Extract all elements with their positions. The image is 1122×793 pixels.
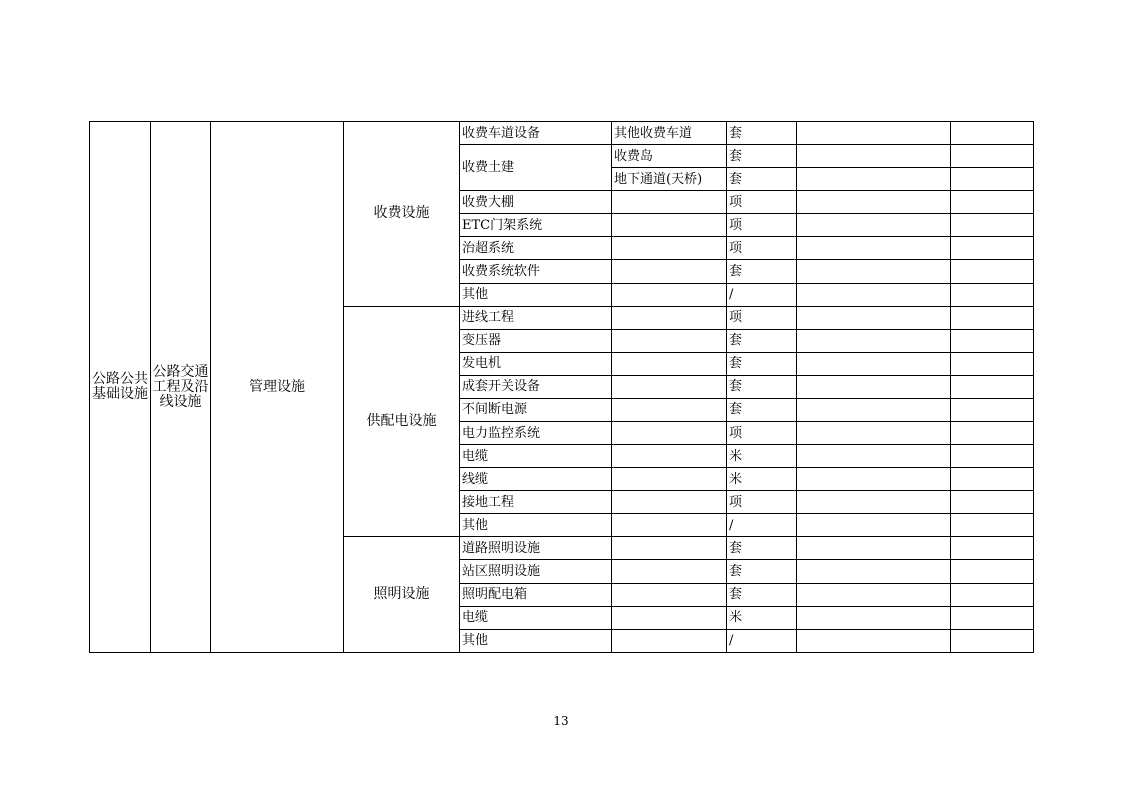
unit-cell: 项	[727, 191, 797, 214]
item-cell: 变压器	[460, 329, 612, 352]
unit-cell: 项	[727, 422, 797, 445]
unit-cell: 米	[727, 606, 797, 629]
item-cell: 收费大棚	[460, 191, 612, 214]
unit-cell: 项	[727, 491, 797, 514]
level2-line: 线设施	[159, 393, 202, 410]
blank-cell	[797, 514, 951, 537]
level1-line: 公路公共	[92, 371, 148, 387]
item-cell: 电力监控系统	[460, 422, 612, 445]
unit-cell: 套	[727, 560, 797, 583]
item-cell: 电缆	[460, 445, 612, 468]
blank-cell	[797, 306, 951, 329]
item-cell: 进线工程	[460, 306, 612, 329]
level3-cell: 管理设施	[211, 122, 344, 653]
sub-item-cell	[612, 214, 727, 237]
sub-item-cell	[612, 237, 727, 260]
item-cell: 照明配电箱	[460, 583, 612, 606]
blank-cell	[797, 329, 951, 352]
sub-item-cell	[612, 445, 727, 468]
sub-item-cell	[612, 629, 727, 652]
blank-cell	[951, 214, 1034, 237]
item-cell: 站区照明设施	[460, 560, 612, 583]
blank-cell	[797, 606, 951, 629]
item-cell: 治超系统	[460, 237, 612, 260]
unit-cell: 套	[727, 260, 797, 283]
blank-cell	[797, 168, 951, 191]
sub-item-cell: 其他收费车道	[612, 122, 727, 145]
item-cell: 收费土建	[460, 145, 612, 191]
blank-cell	[951, 237, 1034, 260]
blank-cell	[951, 537, 1034, 560]
sub-item-cell	[612, 491, 727, 514]
sub-item-cell	[612, 560, 727, 583]
unit-cell: 米	[727, 468, 797, 491]
sub-item-cell	[612, 422, 727, 445]
unit-cell: /	[727, 283, 797, 306]
blank-cell	[951, 329, 1034, 352]
item-cell: ETC门架系统	[460, 214, 612, 237]
blank-cell	[951, 283, 1034, 306]
sub-item-cell	[612, 352, 727, 375]
blank-cell	[797, 560, 951, 583]
table-row	[90, 122, 1034, 145]
blank-cell	[797, 260, 951, 283]
group-name-toll: 收费设施	[344, 122, 460, 307]
level2-cell	[151, 122, 211, 653]
sub-item-cell	[612, 375, 727, 398]
blank-cell	[951, 122, 1034, 145]
sub-item-cell	[612, 537, 727, 560]
level2-line: 公路交通	[152, 363, 209, 380]
item-cell: 接地工程	[460, 491, 612, 514]
blank-cell	[797, 629, 951, 652]
sub-item-cell	[612, 283, 727, 306]
blank-cell	[951, 375, 1034, 398]
unit-cell: 套	[727, 537, 797, 560]
blank-cell	[797, 468, 951, 491]
blank-cell	[797, 422, 951, 445]
item-cell: 收费系统软件	[460, 260, 612, 283]
unit-cell: 套	[727, 122, 797, 145]
level1-line: 基础设施	[92, 386, 148, 402]
sub-item-cell	[612, 583, 727, 606]
sub-item-cell	[612, 606, 727, 629]
item-cell: 电缆	[460, 606, 612, 629]
sub-item-cell	[612, 329, 727, 352]
blank-cell	[951, 422, 1034, 445]
blank-cell	[951, 583, 1034, 606]
blank-cell	[797, 352, 951, 375]
blank-cell	[951, 491, 1034, 514]
blank-cell	[797, 122, 951, 145]
unit-cell: 套	[727, 168, 797, 191]
unit-cell: 项	[727, 214, 797, 237]
unit-cell: 套	[727, 145, 797, 168]
item-cell: 发电机	[460, 352, 612, 375]
unit-cell: /	[727, 629, 797, 652]
blank-cell	[797, 375, 951, 398]
blank-cell	[951, 398, 1034, 421]
blank-cell	[951, 560, 1034, 583]
item-cell: 道路照明设施	[460, 537, 612, 560]
unit-cell: 套	[727, 583, 797, 606]
unit-cell: 套	[727, 398, 797, 421]
blank-cell	[951, 514, 1034, 537]
facility-table	[89, 121, 1034, 653]
blank-cell	[797, 214, 951, 237]
item-cell: 其他	[460, 514, 612, 537]
group-name-power: 供配电设施	[344, 306, 460, 537]
sub-item-cell	[612, 398, 727, 421]
blank-cell	[797, 283, 951, 306]
unit-cell: 套	[727, 375, 797, 398]
blank-cell	[951, 445, 1034, 468]
blank-cell	[951, 260, 1034, 283]
blank-cell	[951, 468, 1034, 491]
item-cell: 成套开关设备	[460, 375, 612, 398]
sub-item-cell	[612, 468, 727, 491]
unit-cell: 套	[727, 329, 797, 352]
sub-item-cell	[612, 260, 727, 283]
blank-cell	[797, 537, 951, 560]
unit-cell: 米	[727, 445, 797, 468]
sub-item-cell	[612, 306, 727, 329]
item-cell: 不间断电源	[460, 398, 612, 421]
sub-item-cell	[612, 191, 727, 214]
blank-cell	[797, 398, 951, 421]
item-cell: 其他	[460, 283, 612, 306]
blank-cell	[797, 191, 951, 214]
unit-cell: /	[727, 514, 797, 537]
blank-cell	[797, 491, 951, 514]
level1-cell	[90, 122, 151, 653]
sub-item-cell	[612, 514, 727, 537]
blank-cell	[951, 606, 1034, 629]
sub-item-cell: 地下通道(天桥)	[612, 168, 727, 191]
item-cell: 其他	[460, 629, 612, 652]
unit-cell: 项	[727, 237, 797, 260]
group-name-lighting: 照明设施	[344, 537, 460, 653]
unit-cell: 项	[727, 306, 797, 329]
item-cell: 收费车道设备	[460, 122, 612, 145]
blank-cell	[797, 145, 951, 168]
blank-cell	[951, 352, 1034, 375]
blank-cell	[951, 629, 1034, 652]
blank-cell	[951, 306, 1034, 329]
unit-cell: 套	[727, 352, 797, 375]
blank-cell	[797, 237, 951, 260]
blank-cell	[951, 168, 1034, 191]
blank-cell	[951, 191, 1034, 214]
blank-cell	[951, 145, 1034, 168]
sub-item-cell: 收费岛	[612, 145, 727, 168]
item-cell: 线缆	[460, 468, 612, 491]
blank-cell	[797, 583, 951, 606]
blank-cell	[797, 445, 951, 468]
level2-line: 工程及沿	[152, 378, 209, 395]
page-number: 13	[553, 714, 569, 728]
